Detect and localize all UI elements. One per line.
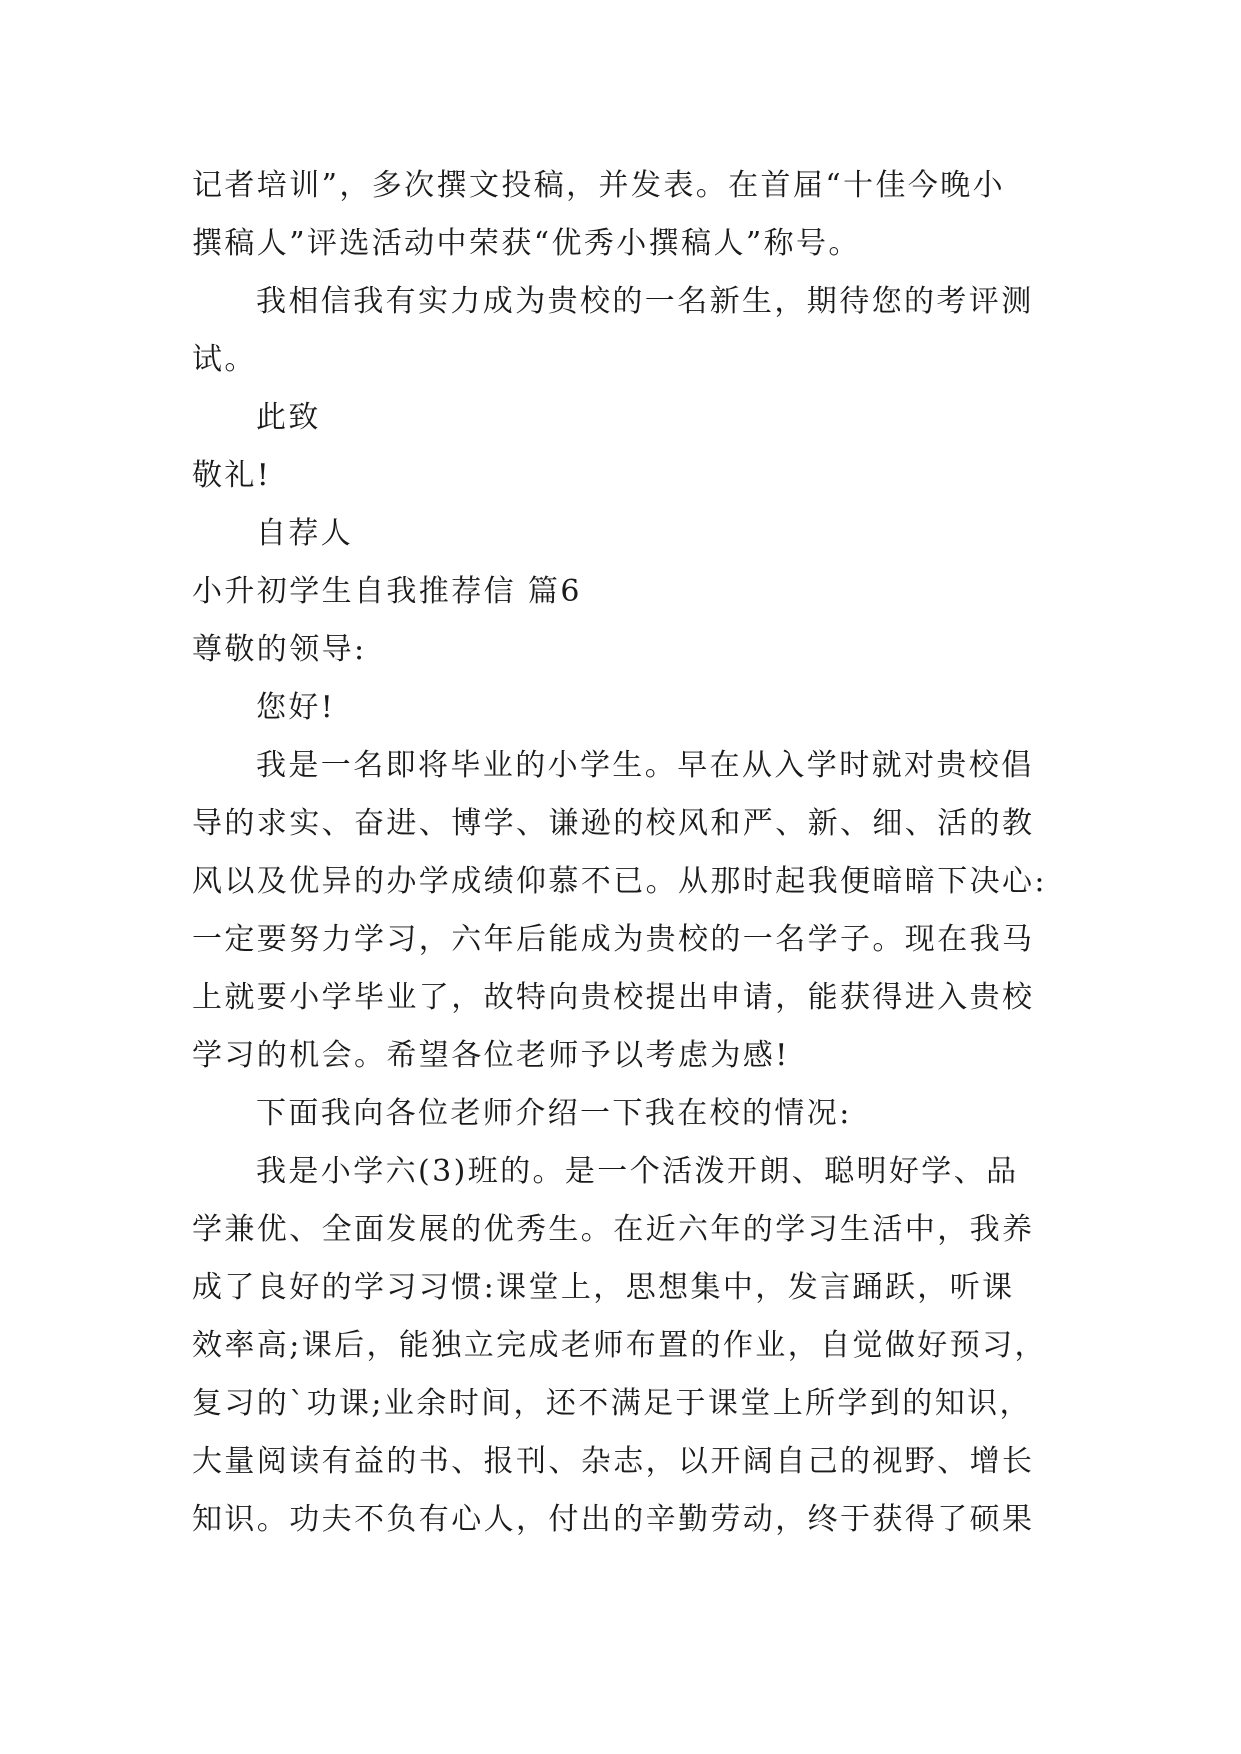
- text-line: 复习的`功课;业余时间，还不满足于课堂上所学到的知识，: [192, 1386, 1032, 1421]
- text-line: 上就要小学毕业了，故特向贵校提出申请，能获得进入贵校: [192, 980, 1035, 1015]
- text-line: 撰稿人”评选活动中荣获“优秀小撰稿人”称号。: [192, 226, 861, 261]
- text-line: 大量阅读有益的书、报刊、杂志，以开阔自己的视野、增长: [192, 1444, 1035, 1479]
- text-line: 风以及优异的办学成绩仰慕不已。从那时起我便暗暗下决心:: [192, 864, 1047, 899]
- signature-label: 自荐人: [256, 516, 354, 551]
- paragraph-first-line: 我是一名即将毕业的小学生。早在从入学时就对贵校倡: [256, 748, 1034, 783]
- section-heading: 小升初学生自我推荐信 篇6: [192, 574, 582, 609]
- greeting-recipient: 尊敬的领导:: [192, 632, 367, 667]
- text-line: 导的求实、奋进、博学、谦逊的校风和严、新、细、活的教: [192, 806, 1035, 841]
- text-line: 学习的机会。希望各位老师予以考虑为感!: [192, 1038, 790, 1073]
- text-line: 记者培训”，多次撰文投稿，并发表。在首届“十佳今晚小: [192, 168, 1006, 203]
- text-line: 成了良好的学习习惯:课堂上，思想集中，发言踊跃，听课: [192, 1270, 1015, 1305]
- text-line: 知识。功夫不负有心人，付出的辛勤劳动，终于获得了硕果: [192, 1502, 1035, 1537]
- closing-regards: 敬礼!: [192, 458, 272, 493]
- text-line: 效率高;课后，能独立完成老师布置的作业，自觉做好预习，: [192, 1328, 1047, 1363]
- text-line: 试。: [192, 342, 257, 377]
- paragraph-first-line: 我相信我有实力成为贵校的一名新生，期待您的考评测: [256, 284, 1034, 319]
- paragraph-first-line: 我是小学六(3)班的。是一个活泼开朗、聪明好学、品: [256, 1154, 1019, 1189]
- greeting: 您好!: [256, 690, 336, 725]
- text-line: 一定要努力学习，六年后能成为贵校的一名学子。现在我马: [192, 922, 1035, 957]
- paragraph-first-line: 下面我向各位老师介绍一下我在校的情况:: [256, 1096, 852, 1131]
- text-line: 学兼优、全面发展的优秀生。在近六年的学习生活中，我养: [192, 1212, 1035, 1247]
- closing-salutation: 此致: [256, 400, 321, 435]
